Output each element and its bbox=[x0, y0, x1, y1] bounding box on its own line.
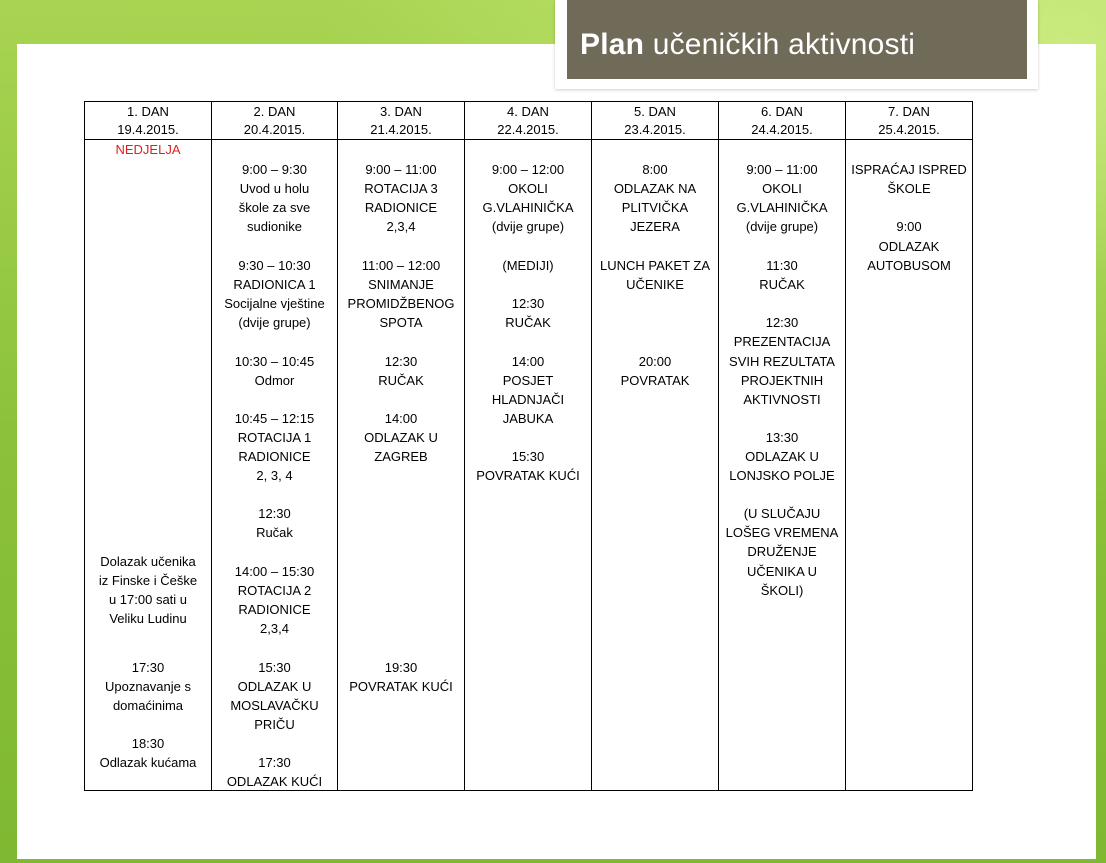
day-column-3 bbox=[338, 102, 464, 790]
schedule-line: ROTACIJA 2 bbox=[237, 583, 312, 598]
schedule-line: ODLAZAK bbox=[878, 239, 940, 254]
schedule-line: ZAGREB bbox=[374, 449, 428, 464]
schedule-line: Veliku Ludinu bbox=[109, 611, 187, 626]
day-date: 19.4.2015. bbox=[117, 122, 179, 137]
day-column-7 bbox=[846, 102, 972, 790]
schedule-line: ROTACIJA 1 bbox=[237, 430, 312, 445]
schedule-line: škole za sve bbox=[238, 200, 311, 215]
schedule-line: UČENIKA U bbox=[746, 564, 818, 579]
day-heading: 5. DAN bbox=[634, 104, 676, 119]
schedule-line: DRUŽENJE bbox=[747, 544, 817, 559]
schedule-line: RADIONICE bbox=[364, 200, 438, 215]
day-heading: 4. DAN bbox=[507, 104, 549, 119]
schedule-line: 19:30 bbox=[384, 660, 418, 675]
schedule-line: RUČAK bbox=[759, 277, 805, 292]
day-date: 23.4.2015. bbox=[624, 122, 686, 137]
schedule-line: RADIONICA 1 bbox=[233, 277, 316, 292]
schedule-line: 15:30 bbox=[511, 449, 545, 464]
schedule-line: SPOTA bbox=[379, 315, 423, 330]
schedule-line: 14:00 bbox=[384, 411, 418, 426]
day-column-2 bbox=[212, 102, 337, 790]
schedule-line: 12:30 bbox=[511, 296, 545, 311]
schedule-line: (MEDIJI) bbox=[502, 258, 554, 273]
schedule-line: ODLAZAK U bbox=[745, 449, 819, 464]
schedule-line: RUČAK bbox=[378, 373, 424, 388]
schedule-line: ISPRAĆAJ ISPRED bbox=[851, 162, 967, 177]
schedule-line: 17:30 bbox=[258, 755, 291, 770]
schedule-line: ODLAZAK U bbox=[237, 679, 312, 694]
day-date: 24.4.2015. bbox=[751, 122, 813, 137]
day-column-1 bbox=[85, 102, 211, 790]
schedule-line: PLITVIČKA bbox=[621, 200, 689, 215]
schedule-line: LUNCH PAKET ZA bbox=[599, 258, 711, 273]
schedule-line: (dvije grupe) bbox=[745, 219, 819, 234]
schedule-line: 12:30 bbox=[258, 506, 291, 521]
schedule-line: ŠKOLI) bbox=[760, 583, 804, 598]
slide-title-bold: Plan bbox=[580, 28, 645, 61]
schedule-line: u 17:00 sati u bbox=[108, 592, 188, 607]
schedule-line: 9:00 – 9:30 bbox=[241, 162, 308, 177]
schedule-line: PROMIDŽBENOG bbox=[347, 296, 455, 311]
schedule-line: 9:30 – 10:30 bbox=[238, 258, 311, 273]
schedule-line: PROJEKTNIH bbox=[740, 373, 824, 388]
schedule-line: G.VLAHINIČKA bbox=[736, 200, 828, 215]
schedule-line: 20:00 bbox=[638, 354, 672, 369]
schedule-line: MOSLAVAČKU bbox=[230, 698, 319, 713]
schedule-line: (dvije grupe) bbox=[491, 219, 565, 234]
schedule-line: Dolazak učenika bbox=[100, 554, 196, 569]
schedule-line: 18:30 bbox=[131, 736, 165, 751]
schedule-line: OKOLI bbox=[508, 181, 548, 196]
schedule-line: RUČAK bbox=[505, 315, 551, 330]
schedule-line: 14:00 – 15:30 bbox=[234, 564, 315, 579]
day-date: 22.4.2015. bbox=[497, 122, 559, 137]
schedule-line: 8:00 bbox=[642, 162, 668, 177]
schedule-line: PRIČU bbox=[254, 717, 295, 732]
schedule-line: POVRATAK KUĆI bbox=[349, 679, 453, 694]
schedule-line: 17:30 bbox=[131, 660, 165, 675]
schedule-line: ŠKOLE bbox=[887, 181, 931, 196]
schedule-line: PREZENTACIJA bbox=[733, 334, 831, 349]
schedule-line: 12:30 bbox=[765, 315, 799, 330]
schedule-line: 10:30 – 10:45 bbox=[234, 354, 315, 369]
schedule-line: Odmor bbox=[254, 373, 295, 388]
day-heading: 3. DAN bbox=[380, 104, 422, 119]
schedule-line: SVIH REZULTATA bbox=[729, 354, 835, 369]
weekday-note: NEDJELJA bbox=[115, 142, 181, 157]
schedule-line: POVRATAK bbox=[620, 373, 690, 388]
schedule-line: ODLAZAK U bbox=[364, 430, 438, 445]
schedule-line: 10:45 – 12:15 bbox=[234, 411, 315, 426]
day-heading: 6. DAN bbox=[761, 104, 803, 119]
schedule-table bbox=[84, 101, 973, 791]
schedule-line: sudionike bbox=[247, 219, 302, 234]
schedule-line: domaćinima bbox=[112, 698, 184, 713]
schedule-line: RADIONICE bbox=[238, 602, 311, 617]
schedule-line: UČENIKE bbox=[626, 277, 684, 292]
schedule-line: 15:30 bbox=[258, 660, 291, 675]
schedule-line: OKOLI bbox=[762, 181, 802, 196]
schedule-line: Socijalne vještine bbox=[224, 296, 325, 311]
day-date: 20.4.2015. bbox=[243, 122, 306, 137]
schedule-line: JEZERA bbox=[630, 219, 680, 234]
day-column-4 bbox=[465, 102, 591, 790]
schedule-line: RADIONICE bbox=[238, 449, 311, 464]
schedule-line: Odlazak kućama bbox=[99, 755, 197, 770]
schedule-line: Ručak bbox=[256, 525, 293, 540]
schedule-line: AKTIVNOSTI bbox=[743, 392, 821, 407]
schedule-line: ODLAZAK KUĆI bbox=[226, 774, 323, 789]
day-column-6 bbox=[719, 102, 845, 790]
schedule-line: iz Finske i Češke bbox=[98, 573, 198, 588]
schedule-line: AUTOBUSOM bbox=[867, 258, 951, 273]
schedule-line: 2, 3, 4 bbox=[256, 468, 293, 483]
schedule-line: LONJSKO POLJE bbox=[729, 468, 835, 483]
schedule-line: 11:30 bbox=[766, 258, 798, 273]
day-date: 21.4.2015. bbox=[370, 122, 432, 137]
day-date: 25.4.2015. bbox=[878, 122, 940, 137]
schedule-line: 9:00 – 12:00 bbox=[491, 162, 565, 177]
schedule-line: SNIMANJE bbox=[368, 277, 434, 292]
schedule-line: 11:00 – 12:00 bbox=[361, 258, 441, 273]
slide-title bbox=[567, 0, 1027, 79]
day-heading: 2. DAN bbox=[253, 104, 296, 119]
schedule-line: POSJET bbox=[502, 373, 554, 388]
schedule-line: G.VLAHINIČKA bbox=[482, 200, 574, 215]
schedule-line: (dvije grupe) bbox=[238, 315, 311, 330]
schedule-line: POVRATAK KUĆI bbox=[476, 468, 580, 483]
schedule-line: 2,3,4 bbox=[260, 621, 289, 636]
schedule-line: Uvod u holu bbox=[239, 181, 310, 196]
schedule-line: ODLAZAK NA bbox=[613, 181, 697, 196]
schedule-line: 14:00 bbox=[511, 354, 545, 369]
day-heading: 7. DAN bbox=[888, 104, 930, 119]
schedule-line: Upoznavanje s bbox=[105, 679, 191, 694]
day-column-5 bbox=[592, 102, 718, 790]
day-heading: 1. DAN bbox=[127, 104, 169, 119]
schedule-line: HLADNJAČI bbox=[491, 392, 565, 407]
schedule-line: 2,3,4 bbox=[386, 219, 416, 234]
schedule-line: ROTACIJA 3 bbox=[364, 181, 438, 196]
schedule-line: 12:30 bbox=[384, 354, 418, 369]
schedule-line: 9:00 bbox=[896, 219, 922, 234]
schedule-line: (U SLUČAJU bbox=[743, 506, 821, 521]
schedule-line: 9:00 – 11:00 bbox=[746, 162, 818, 177]
schedule-line: JABUKA bbox=[502, 411, 554, 426]
schedule-line: 9:00 – 11:00 bbox=[365, 162, 437, 177]
schedule-line: 13:30 bbox=[765, 430, 799, 445]
slide-title-rest: učeničkih aktivnosti bbox=[644, 28, 916, 61]
schedule-line: LOŠEG VREMENA bbox=[725, 525, 839, 540]
